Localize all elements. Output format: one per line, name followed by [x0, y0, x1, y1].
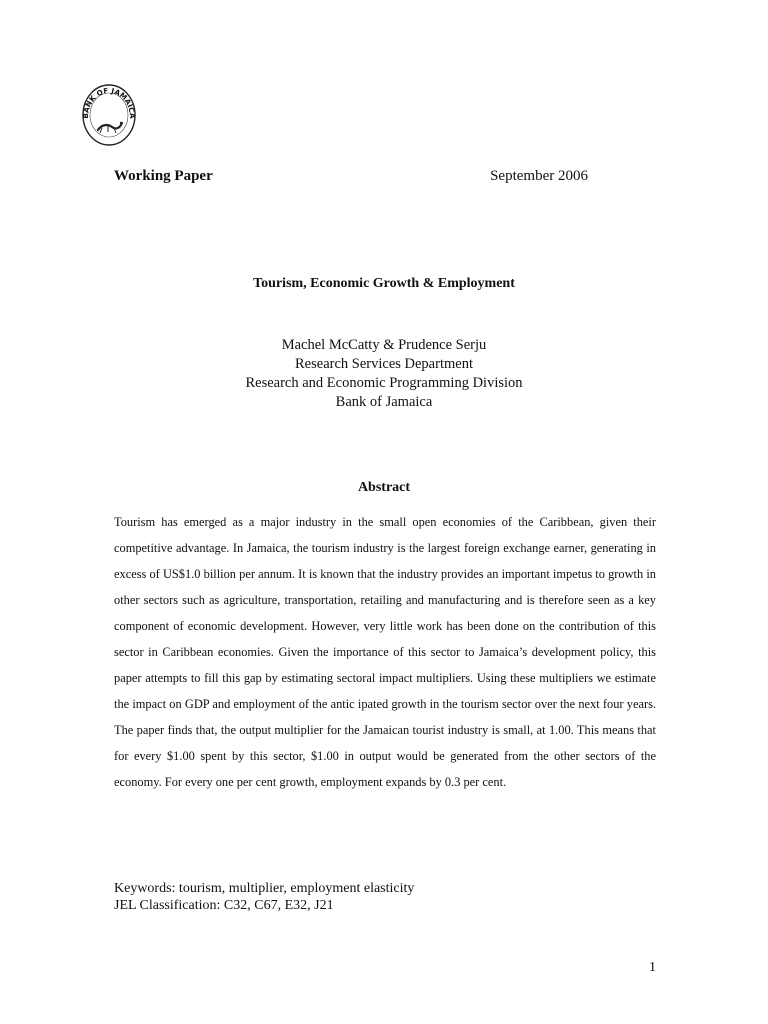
keywords-line: Keywords: tourism, multiplier, employment elasticity — [114, 881, 415, 896]
author-institution: Bank of Jamaica — [335, 394, 433, 410]
svg-text:BANK OF JAMAICA: BANK OF JAMAICA — [80, 85, 138, 119]
jel-classification-line: JEL Classification: C32, C67, E32, J21 — [114, 898, 334, 913]
page-number: 1 — [649, 960, 656, 975]
author-division: Research and Economic Programming Division — [245, 375, 523, 391]
abstract-body: Tourism has emerged as a major industry in the small open economies of the Caribbean, given their competitive advantage. In Jamaica, the tourism industry is the largest foreign exchange earner, generating in excess of US$1.0 billion per annum. It is known that the industry provides an important impetus to growth in other sectors such as agriculture, transportation, retailing and manufacturing and is therefore seen as a key component of economic development. However, very little work has been done on the contribution of this sector in Caribbean economies. Given the importance of this sector to Jamaica’s development policy, this paper attempts to fill this gap by estimating sectoral impact multipliers. Using these multipliers we estimate the impact on GDP and employment of the antic ipated growth in the tourism sector over the next four years. The paper finds that, the output multiplier for the Jamaican tourist industry is small, at 1.00. This means that for every $1.00 spent by this sector, $1.00 in output would be generated from the other sectors of the economy. For every one per cent growth, employment expands by 0.3 per cent. — [114, 515, 656, 789]
author-names: Machel McCatty & Prudence Serju — [281, 337, 487, 353]
publication-date: September 2006 — [490, 168, 588, 184]
working-paper-label: Working Paper — [114, 168, 213, 184]
keywords-block — [114, 880, 674, 914]
abstract-heading: Abstract — [357, 480, 411, 495]
paper-header — [114, 168, 588, 188]
bank-of-jamaica-logo-icon — [78, 78, 140, 148]
author-block — [0, 336, 768, 412]
author-department: Research Services Department — [295, 356, 473, 372]
paper-title: Tourism, Economic Growth & Employment — [253, 276, 515, 291]
